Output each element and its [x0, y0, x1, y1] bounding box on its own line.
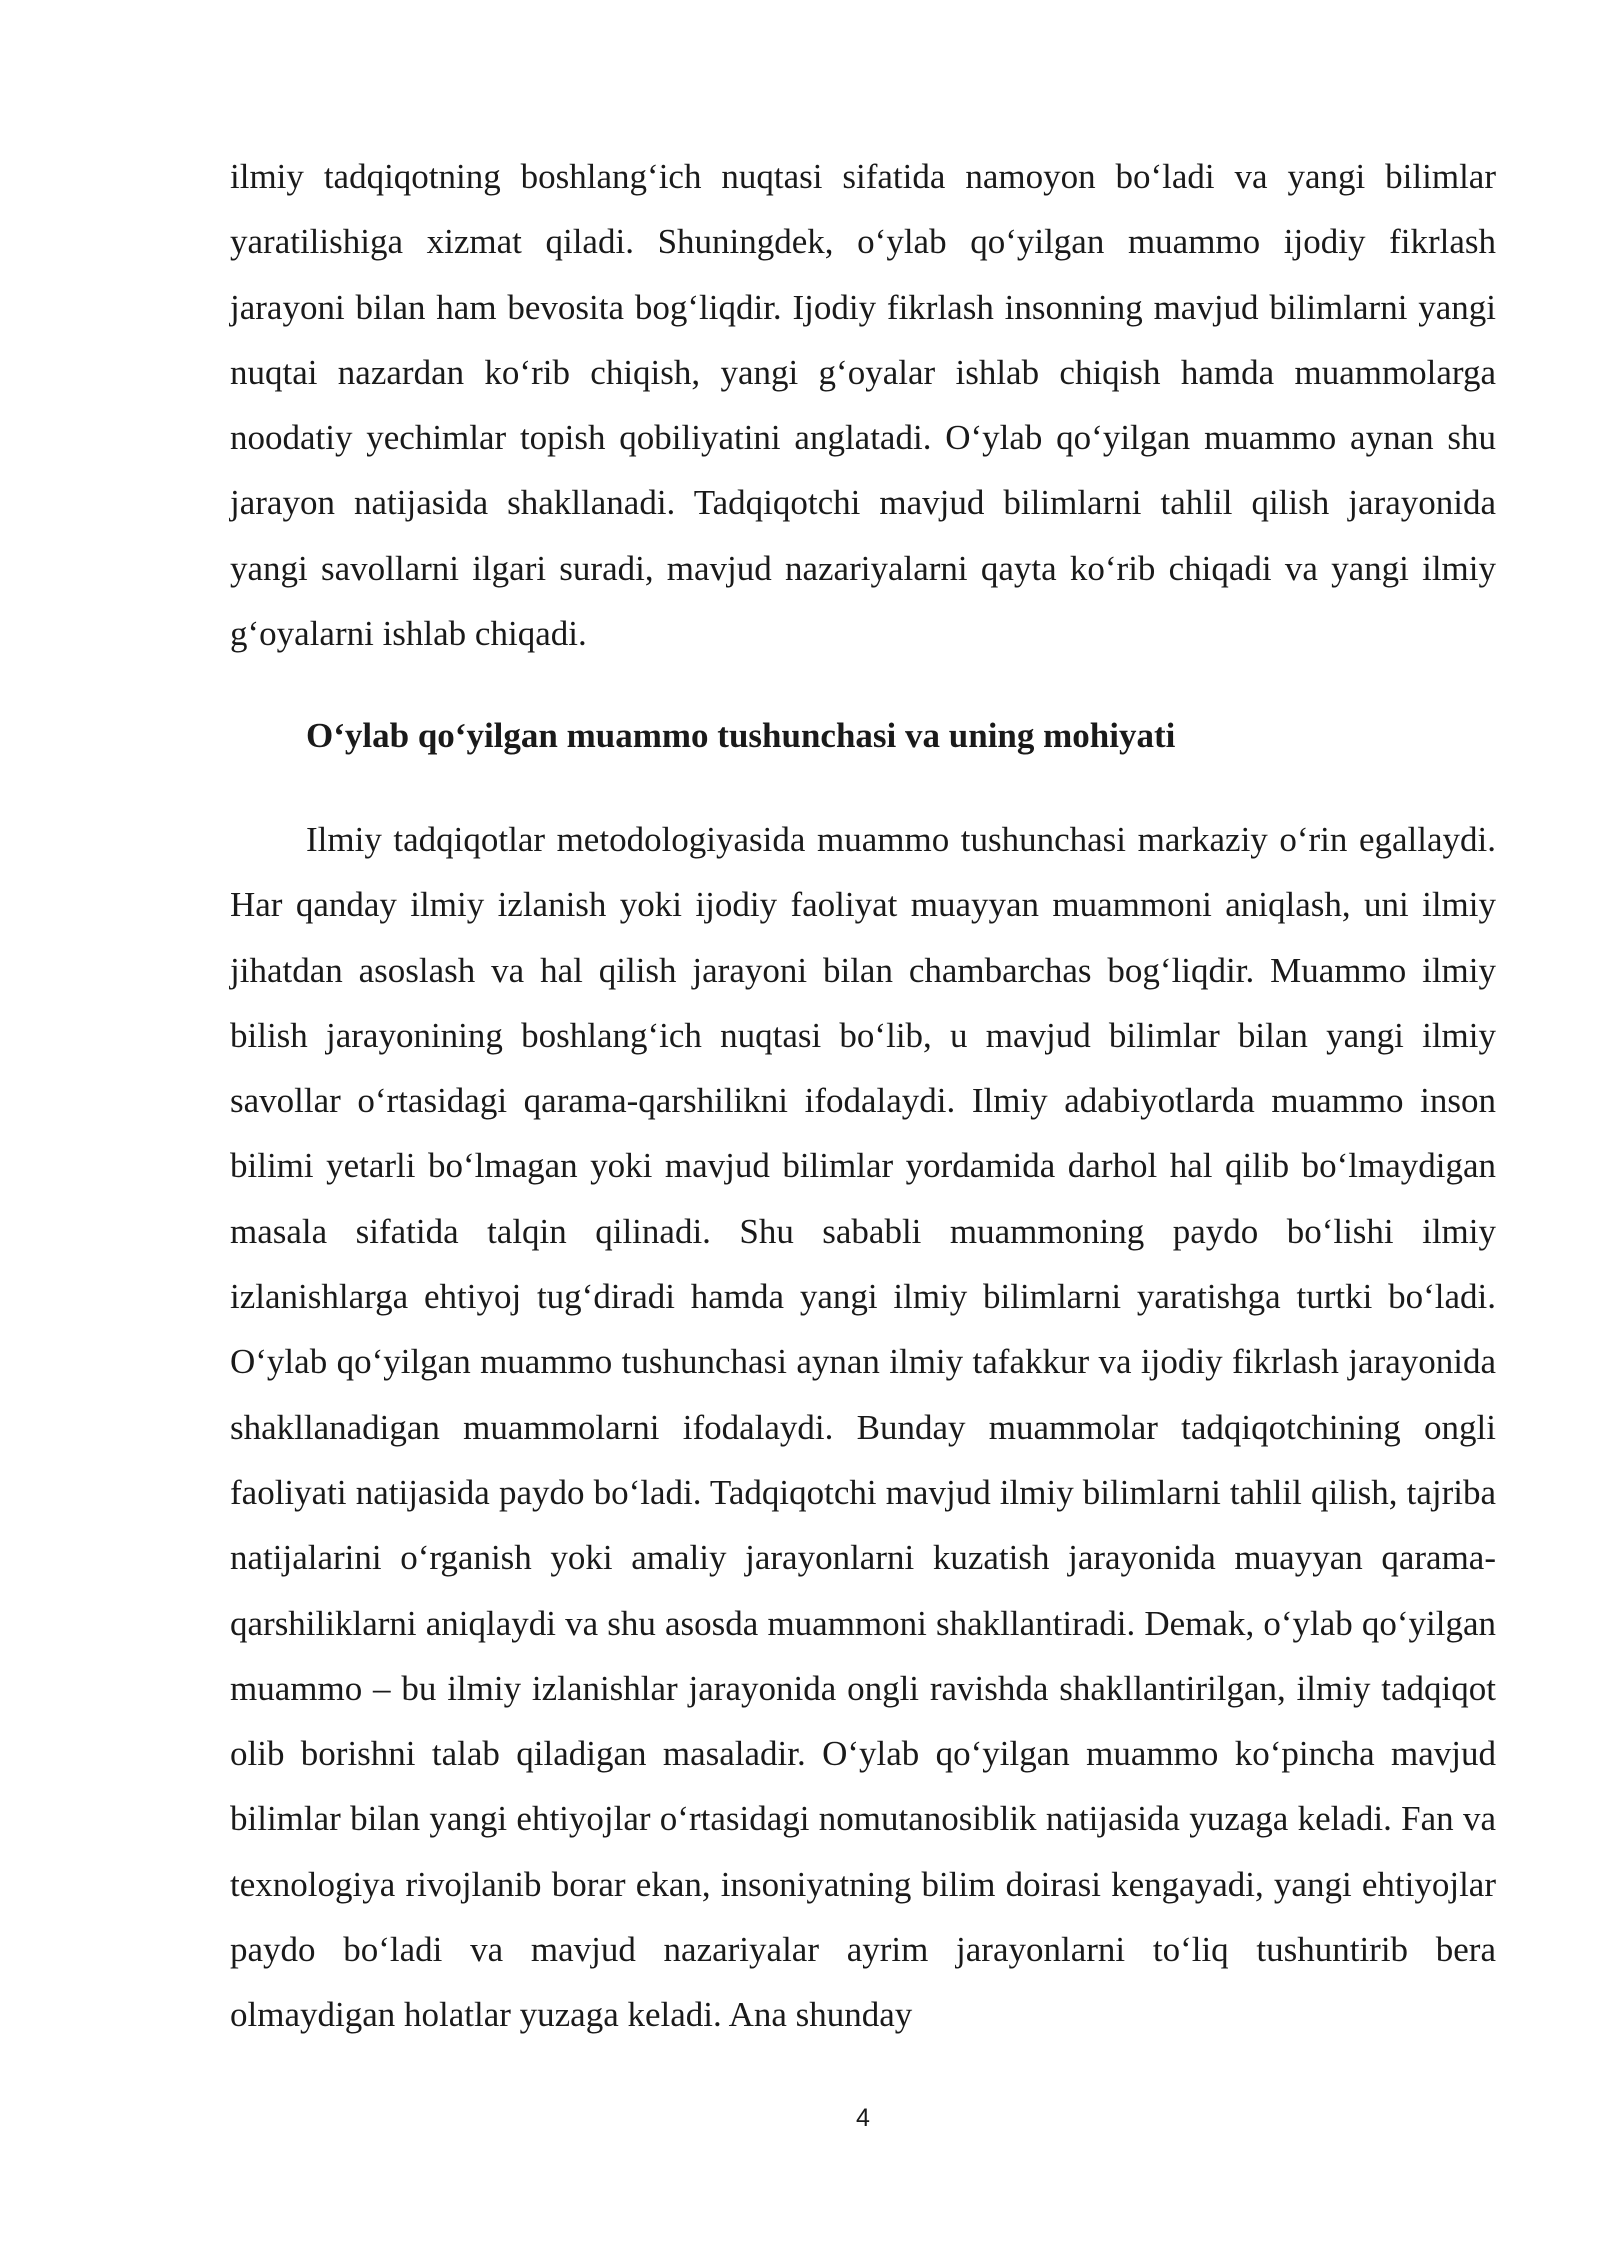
- page-number: 4: [856, 2104, 870, 2132]
- section-heading: O‘ylab qo‘yilgan muammo tushunchasi va uning mohiyati: [306, 716, 1176, 755]
- body-paragraph: ilmiy tadqiqotning boshlang‘ich nuqtasi sifatida namoyon bo‘ladi va yangi bilimlar yaratilishiga xizmat qiladi. Shuningdek, o‘ylab qo‘yilgan muammo ijodiy fikrlash jarayoni bilan ham bevosita bog‘liqdir. Ijodiy fikrlash insonning mavjud bilimlarni yangi nuqtai nazardan ko‘rib chiqish, yangi g‘oyalar ishlab chiqish hamda muammolarga noodatiy yechimlar topish qobiliyatini anglatadi. O‘ylab qo‘yilgan muammo aynan shu jarayon natijasida shakllanadi. Tadqiqotchi mavjud bilimlarni tahlil qilish jarayonida yangi savollarni ilgari suradi, mavjud nazariyalarni qayta ko‘rib chiqadi va yangi ilmiy g‘oyalarni ishlab chiqadi.: [230, 157, 1496, 654]
- body-paragraph: Ilmiy tadqiqotlar metodologiyasida muammo tushunchasi markaziy o‘rin egallaydi. Har qanday ilmiy izlanish yoki ijodiy faoliyat muayyan muammoni aniqlash, uni ilmiy jihatdan asoslash va hal qilish jarayoni bilan chambarchas bog‘liqdir. Muammo ilmiy bilish jarayonining boshlang‘ich nuqtasi bo‘lib, u mavjud bilimlar bilan yangi ilmiy savollar o‘rtasidagi qarama-qarshilikni ifodalaydi. Ilmiy adabiyotlarda muammo inson bilimi yetarli bo‘lmagan yoki mavjud bilimlar yordamida darhol hal qilib bo‘lmaydigan masala sifatida talqin qilinadi. Shu sababli muammoning paydo bo‘lishi ilmiy izlanishlarga ehtiyoj tug‘diradi hamda yangi ilmiy bilimlarni yaratishga turtki bo‘ladi. O‘ylab qo‘yilgan muammo tushunchasi aynan ilmiy tafakkur va ijodiy fikrlash jarayonida shakllanadigan muammolarni ifodalaydi. Bunday muammolar tadqiqotchining ongli faoliyati natijasida paydo bo‘ladi. Tadqiqotchi mavjud ilmiy bilimlarni tahlil qilish, tajriba natijalarini o‘rganish yoki amaliy jarayonlarni kuzatish jarayonida muayyan qarama-qarshiliklarni aniqlaydi va shu asosda muammoni shakllantiradi. Demak, o‘ylab qo‘yilgan muammo – bu ilmiy izlanishlar jarayonida ongli ravishda shakllantirilgan, ilmiy tadqiqot olib borishni talab qiladigan masaladir. O‘ylab qo‘yilgan muammo ko‘pincha mavjud bilimlar bilan yangi ehtiyojlar o‘rtasidagi nomutanosiblik natijasida yuzaga keladi. Fan va texnologiya rivojlanib borar ekan, insoniyatning bilim doirasi kengayadi, yangi ehtiyojlar paydo bo‘ladi va mavjud nazariyalar ayrim jarayonlarni to‘liq tushuntirib bera olmaydigan holatlar yuzaga keladi. Ana shunday: [230, 820, 1496, 2035]
